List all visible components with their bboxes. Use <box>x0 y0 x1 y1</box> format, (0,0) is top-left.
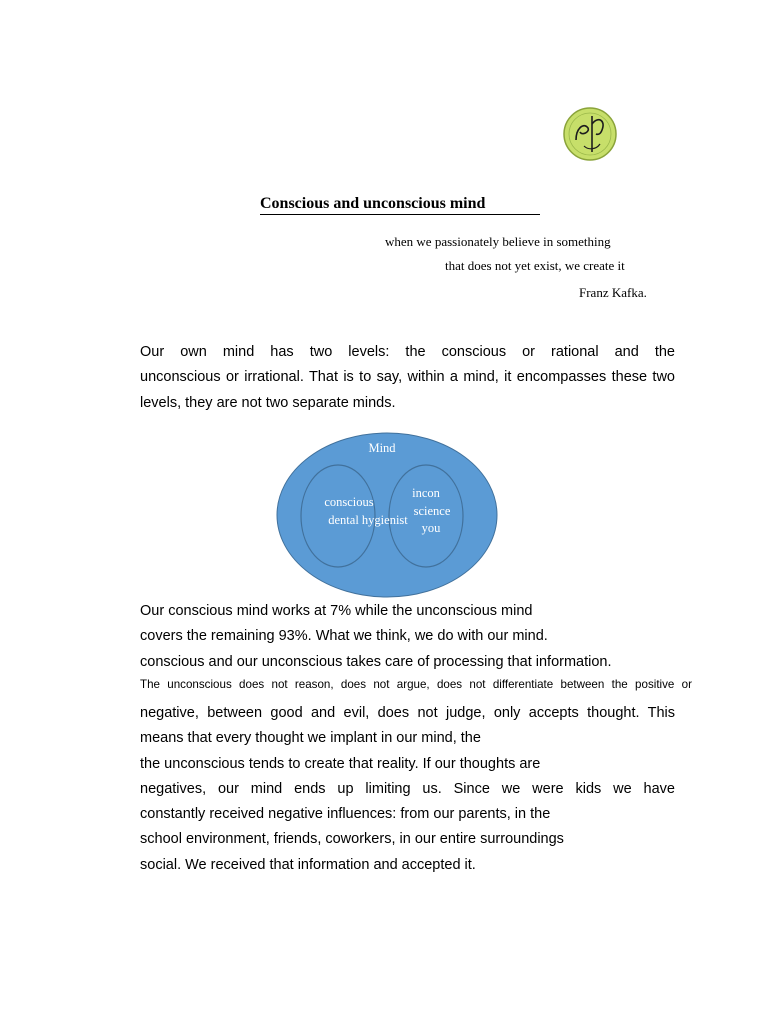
text-line: Our conscious mind works at 7% while the unconscious mind <box>140 603 533 619</box>
mind-diagram-svg <box>274 430 500 600</box>
text-line: social. We received that information and accepted it. <box>140 856 476 873</box>
incon-label: incon <box>412 486 440 500</box>
mind-label: Mind <box>368 441 396 455</box>
paragraph-unconscious <box>140 701 675 878</box>
text-line-small: The unconscious does not reason, does not argue, does not differentiate between the positive or <box>140 678 692 691</box>
quote-line-1: when we passionately believe in something <box>385 234 611 249</box>
logo-emblem-icon <box>562 106 618 162</box>
conscious-label: conscious <box>324 495 374 509</box>
you-label: you <box>421 521 441 535</box>
text-line: negative, between good and evil, does not judge, only accepts thought. This <box>140 705 675 721</box>
text-line: covers the remaining 93%. What we think, we do with our mind. <box>140 628 548 645</box>
paragraph-percentages <box>140 599 675 675</box>
science-label: science <box>413 504 451 518</box>
document-title: Conscious and unconscious mind <box>260 195 540 215</box>
quote-line-2: that does not yet exist, we create it <box>445 258 625 273</box>
text-line: Our own mind has two levels: the conscious or rational and the <box>140 344 675 360</box>
text-line: conscious and our unconscious takes care of processing that information. <box>140 653 612 670</box>
text-line: levels, they are not two separate minds. <box>140 394 396 411</box>
text-line: constantly received negative influences: from our parents, in the <box>140 806 551 823</box>
dental-hygienist-label: dental hygienist <box>328 513 408 527</box>
mind-diagram <box>274 430 500 600</box>
text-line: unconscious or irrational. That is to say, within a mind, it encompasses these two <box>140 369 675 386</box>
text-line: the unconscious tends to create that reality. If our thoughts are <box>140 755 541 772</box>
quote-author: Franz Kafka. <box>579 285 647 300</box>
text-line: negatives, our mind ends up limiting us. Since we were kids we have <box>140 780 675 797</box>
text-line: means that every thought we implant in our mind, the <box>140 730 481 747</box>
paragraph-mind-levels <box>140 340 675 416</box>
text-line: school environment, friends, coworkers, in our entire surroundings <box>140 831 564 848</box>
logo-emblem <box>562 106 618 162</box>
